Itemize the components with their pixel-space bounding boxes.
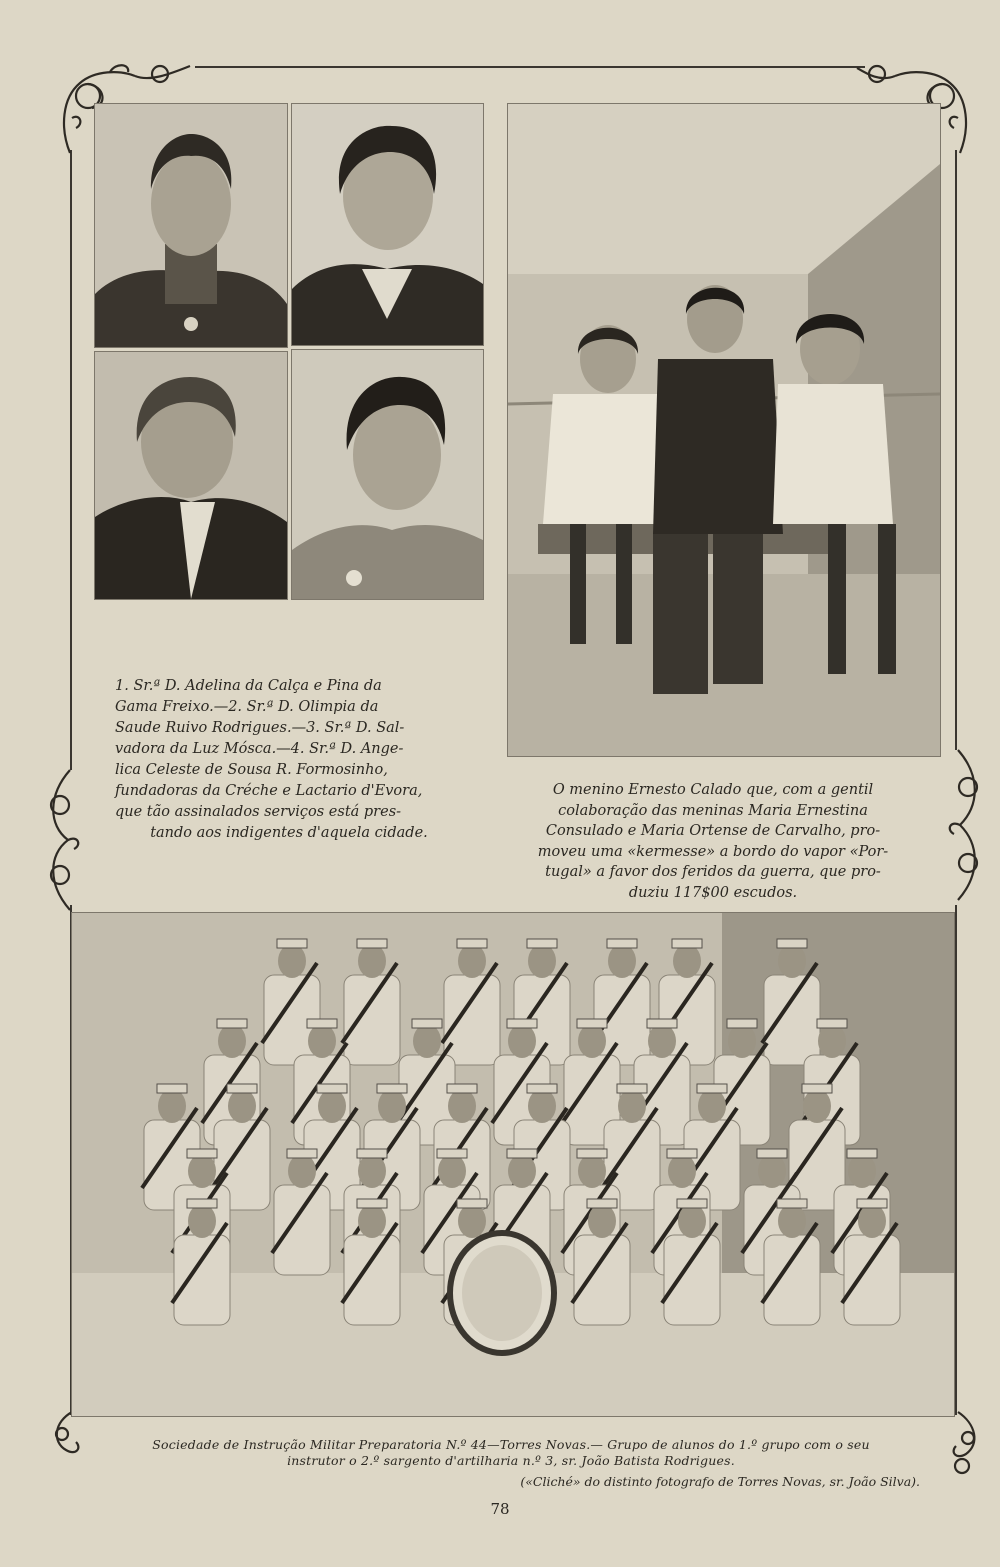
portraits-caption-line: fundadoras da Créche e Lactario d'Evora,	[115, 783, 423, 799]
frame-left-line-upper	[70, 150, 72, 770]
children-caption	[515, 780, 911, 903]
right-side-ornament-icon	[940, 745, 990, 905]
portraits-caption-line: que tão assinalados serviços está pres-	[115, 804, 402, 820]
group-photo-caption-line: instrutor o 2.º sargento d'artilharia n.º 3, sr. João Batista Rodrigues.	[287, 1453, 735, 1468]
frame-right-line-lower	[955, 905, 957, 1415]
bottom-right-ornament-icon	[940, 1410, 990, 1480]
frame-top-line	[195, 66, 865, 68]
group-photo-caption-line: Sociedade de Instrução Militar Preparatoria N.º 44—Torres Novas.— Grupo de alunos do 1.º grupo com o seu	[152, 1437, 870, 1452]
portraits-caption	[115, 676, 463, 844]
children-caption-line: Consulado e Maria Ortense de Carvalho, pro-	[545, 823, 881, 839]
portraits-caption-line: tando aos indigentes d'aquela cidade.	[150, 825, 428, 841]
portraits-caption-line: lica Celeste de Sousa R. Formosinho,	[115, 762, 388, 778]
group-photo-caption	[96, 1437, 926, 1469]
portraits-caption-line: Saude Ruivo Rodrigues.—3. Sr.ª D. Sal-	[115, 720, 405, 736]
children-photo	[507, 103, 941, 757]
portrait-photo-3	[94, 351, 288, 600]
bottom-left-ornament-icon	[42, 1410, 92, 1460]
portraits-caption-line: 1. Sr.ª D. Adelina da Calça e Pina da	[115, 678, 382, 694]
portraits-caption-line: Gama Freixo.—2. Sr.ª D. Olimpia da	[115, 699, 379, 715]
portrait-photo-1	[94, 103, 288, 348]
page-number: 78	[490, 1500, 510, 1518]
frame-right-line-upper	[955, 150, 957, 750]
military-group-photo	[71, 912, 955, 1417]
children-caption-line: colaboração das meninas Maria Ernestina	[558, 802, 868, 819]
portrait-photo-4	[291, 349, 484, 600]
portraits-caption-line: vadora da Luz Mósca.—4. Sr.ª D. Ange-	[115, 741, 404, 757]
children-caption-line: moveu uma «kermesse» a bordo do vapor «Por-	[537, 843, 889, 860]
children-caption-line: duziu 117$00 escudos.	[628, 884, 798, 901]
children-caption-line: O menino Ernesto Calado que, com a gentil	[552, 782, 874, 798]
photo-credit: («Cliché» do distinto fotografo de Torres Novas, sr. João Silva).	[520, 1474, 920, 1489]
children-caption-line: tugal» a favor dos feridos da guerra, que pro-	[545, 864, 881, 880]
portrait-photo-2	[291, 103, 484, 346]
left-side-ornament-icon	[38, 765, 88, 915]
